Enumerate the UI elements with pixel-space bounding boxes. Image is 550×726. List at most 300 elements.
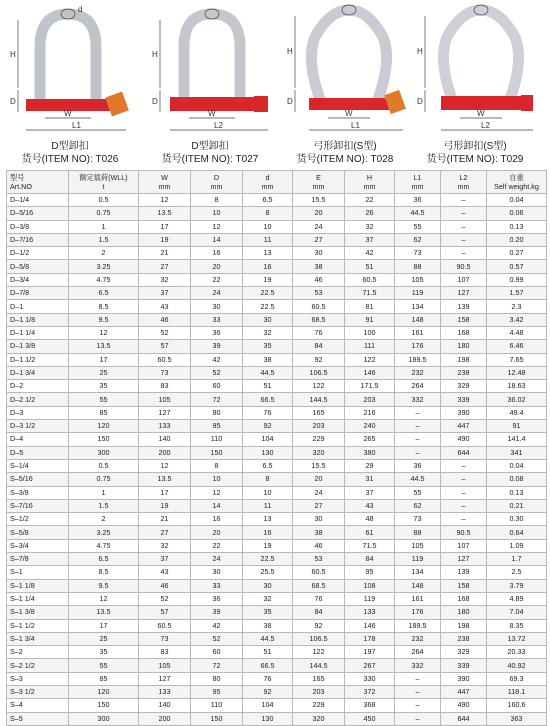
table-cell: D–1 1/2 [7,353,69,366]
table-cell: 8 [191,459,243,472]
table-cell: 44.5 [395,473,441,486]
table-cell: 42 [345,247,395,260]
table-cell: 73 [395,513,441,526]
table-row [7,486,547,499]
table-cell: 300 [69,712,139,725]
product-caption-t029 [405,140,545,166]
table-row [7,606,547,619]
table-cell: 73 [139,632,191,645]
table-cell: – [395,699,441,712]
table-cell: 180 [441,606,487,619]
table-cell: 25 [69,632,139,645]
table-cell: 490 [441,699,487,712]
table-cell: 16 [191,513,243,526]
svg-text:d: d [78,5,83,14]
svg-text:W: W [345,109,353,118]
table-cell: 92 [243,685,293,698]
table-cell: 127 [441,287,487,300]
table-cell: 10 [191,207,243,220]
table-cell: 229 [293,699,345,712]
table-cell: 44.5 [243,366,293,379]
product-name: D型卸扣 [51,141,89,152]
table-cell: 644 [441,712,487,725]
table-cell: 76 [293,326,345,339]
table-cell: 91 [345,313,395,326]
svg-text:H: H [10,50,16,59]
spec-table-body [7,194,547,726]
table-row [7,539,547,552]
table-cell: D–1 3/8 [7,340,69,353]
table-cell: 178 [345,632,395,645]
table-cell: D–3 [7,406,69,419]
shackle-d-t026-image [8,2,138,137]
table-cell: 9.5 [69,579,139,592]
table-cell: 13.5 [139,473,191,486]
table-cell: 83 [139,646,191,659]
table-row [7,247,547,260]
table-cell: D–2 [7,380,69,393]
product-item-no: 货号(ITEM NO): T027 [161,154,259,165]
table-row [7,406,547,419]
table-cell: 105 [395,539,441,552]
table-cell: 35 [69,646,139,659]
table-cell: 139 [441,300,487,313]
table-cell: 44.5 [395,207,441,220]
table-row [7,433,547,446]
table-cell: 1.5 [69,499,139,512]
table-cell: D–1 1/8 [7,313,69,326]
table-cell: 0.06 [487,207,547,220]
table-cell: 37 [139,553,191,566]
table-cell: 232 [395,366,441,379]
table-cell: D–1 [7,300,69,313]
column-header: 自重 Self weight.kg [487,171,547,194]
table-cell: 30 [191,300,243,313]
table-cell: 13.5 [69,340,139,353]
table-cell: 80 [191,406,243,419]
table-row [7,326,547,339]
table-cell: 61 [345,526,395,539]
table-cell: 110 [191,433,243,446]
table-cell: S–3 1/2 [7,685,69,698]
table-cell: 146 [345,619,395,632]
product-item-no: 货号(ITEM NO): T028 [296,154,394,165]
table-cell: 55 [69,393,139,406]
table-cell: 4.48 [487,326,547,339]
table-cell: 31 [345,473,395,486]
table-cell: 46 [293,273,345,286]
table-cell: 232 [395,632,441,645]
table-cell: 139 [441,566,487,579]
svg-text:L1: L1 [351,121,360,130]
table-cell: D–7/16 [7,233,69,246]
table-cell: 141.4 [487,433,547,446]
table-cell: 3.25 [69,260,139,273]
table-cell: – [441,513,487,526]
table-cell: 107 [441,273,487,286]
table-row [7,313,547,326]
table-cell: 12 [69,326,139,339]
table-cell: 16 [243,526,293,539]
table-cell: 30 [293,513,345,526]
column-header: d mm [243,171,293,194]
table-cell: S–5 [7,712,69,725]
table-cell: 0.20 [487,233,547,246]
table-cell: 22.5 [243,300,293,313]
table-cell: 0.08 [487,473,547,486]
table-cell: 43 [139,300,191,313]
table-cell: D–4 [7,433,69,446]
table-cell: 90.5 [441,260,487,273]
table-cell: 46 [139,313,191,326]
product-caption-t027 [140,140,280,166]
table-row [7,473,547,486]
table-cell: 36.02 [487,393,547,406]
table-cell: 22 [191,273,243,286]
table-cell: 36 [191,326,243,339]
table-cell: 8 [191,194,243,207]
table-cell: 6.5 [243,459,293,472]
table-cell: 2 [69,513,139,526]
table-cell: 88 [395,526,441,539]
table-cell: 35 [69,380,139,393]
table-row [7,393,547,406]
table-cell: 10 [243,220,293,233]
table-cell: 38 [293,526,345,539]
table-cell: 120 [69,420,139,433]
table-cell: 42 [191,619,243,632]
table-row [7,220,547,233]
table-cell: 71.5 [345,539,395,552]
table-cell: 17 [139,220,191,233]
table-cell: D–3 1/2 [7,420,69,433]
table-cell: 127 [139,672,191,685]
table-cell: – [441,194,487,207]
table-cell: 22.5 [243,287,293,300]
table-cell: 118.1 [487,685,547,698]
table-cell: S–1/2 [7,513,69,526]
table-cell: 72 [191,393,243,406]
table-cell: 40.92 [487,659,547,672]
table-cell: D–3/4 [7,273,69,286]
table-cell: 110 [191,699,243,712]
table-cell: S–1 3/8 [7,606,69,619]
table-cell: – [395,712,441,725]
column-header: L1 mm [395,171,441,194]
spec-table [6,170,547,726]
table-cell: 25 [69,366,139,379]
table-cell: 238 [441,632,487,645]
table-row [7,592,547,605]
table-cell: D–1/2 [7,247,69,260]
table-cell: 62 [395,233,441,246]
table-cell: 122 [345,353,395,366]
table-cell: 91 [487,420,547,433]
table-cell: 60.5 [293,300,345,313]
table-cell: 238 [441,366,487,379]
table-cell: S–2 1/2 [7,659,69,672]
table-cell: 447 [441,685,487,698]
table-row [7,380,547,393]
table-cell: 25.5 [243,566,293,579]
table-cell: 127 [139,406,191,419]
table-cell: 60.5 [345,273,395,286]
table-cell: 148 [395,313,441,326]
product-name: D型卸扣 [191,141,229,152]
table-cell: 60 [191,380,243,393]
table-cell: S–7/16 [7,499,69,512]
table-cell: 119 [345,592,395,605]
table-cell: 11 [243,499,293,512]
table-cell: 144.5 [293,659,345,672]
table-cell: 24 [293,486,345,499]
table-cell: 7.65 [487,353,547,366]
table-cell: 150 [69,699,139,712]
table-cell: – [441,499,487,512]
table-cell: 8 [243,473,293,486]
column-header: L2 mm [441,171,487,194]
table-cell: 33 [191,313,243,326]
table-cell: 90.5 [441,526,487,539]
table-cell: 84 [345,553,395,566]
table-cell: 57 [139,606,191,619]
table-cell: 203 [293,420,345,433]
table-cell: 0.27 [487,247,547,260]
table-cell: 1.7 [487,553,547,566]
product-name: 弓形卸扣(S型) [313,141,377,152]
table-cell: 0.30 [487,513,547,526]
table-cell: 35 [243,606,293,619]
table-cell: 329 [441,380,487,393]
table-cell: 76 [243,406,293,419]
table-row [7,632,547,645]
table-cell: 52 [139,592,191,605]
table-cell: 32 [243,592,293,605]
table-cell: 27 [293,499,345,512]
table-cell: 32 [243,326,293,339]
table-cell: 320 [293,712,345,725]
table-cell: – [441,207,487,220]
table-row [7,366,547,379]
table-cell: 37 [345,486,395,499]
product-images [0,0,550,172]
table-cell: 22 [191,539,243,552]
table-row [7,699,547,712]
table-row [7,194,547,207]
table-cell: S–3/8 [7,486,69,499]
table-cell: 176 [395,606,441,619]
table-cell: 133 [139,685,191,698]
table-cell: 140 [139,433,191,446]
table-row [7,646,547,659]
table-cell: 52 [191,632,243,645]
table-cell: 53 [293,553,345,566]
table-cell: 32 [345,220,395,233]
table-cell: 32 [139,539,191,552]
table-cell: 150 [191,712,243,725]
table-cell: 19 [139,233,191,246]
table-cell: 60.5 [139,353,191,366]
table-cell: 68.5 [293,579,345,592]
table-cell: 197 [345,646,395,659]
table-cell: 33 [191,579,243,592]
table-cell: 165 [293,406,345,419]
table-cell: 119 [395,287,441,300]
table-row [7,340,547,353]
svg-text:W: W [64,109,72,118]
table-cell: – [441,247,487,260]
table-cell: 60 [191,646,243,659]
table-row [7,659,547,672]
table-cell: 107 [441,539,487,552]
table-cell: 37 [139,287,191,300]
table-row [7,459,547,472]
table-cell: 16 [243,260,293,273]
table-cell: D–7/8 [7,287,69,300]
table-cell: 4.75 [69,539,139,552]
table-cell: 2.3 [487,300,547,313]
svg-text:H: H [417,47,423,56]
table-cell: 20 [191,526,243,539]
table-cell: 30 [243,579,293,592]
table-cell: 46 [139,579,191,592]
table-cell: 19 [243,273,293,286]
table-cell: – [441,459,487,472]
table-cell: – [395,433,441,446]
table-cell: 2.5 [487,566,547,579]
table-cell: 20 [293,207,345,220]
svg-text:D: D [10,97,16,106]
table-cell: S–1 1/4 [7,592,69,605]
table-cell: 36 [395,194,441,207]
table-cell: 92 [293,619,345,632]
table-cell: 200 [139,446,191,459]
table-cell: 0.04 [487,194,547,207]
table-cell: 490 [441,433,487,446]
table-cell: S–2 [7,646,69,659]
table-cell: 339 [441,393,487,406]
table-cell: 43 [345,499,395,512]
table-cell: S–5/16 [7,473,69,486]
table-cell: 12 [191,220,243,233]
table-cell: 0.64 [487,526,547,539]
table-cell: 21 [139,247,191,260]
table-cell: 42 [191,353,243,366]
table-cell: 130 [243,446,293,459]
table-cell: S–5/8 [7,526,69,539]
shackle-d-t027-image [150,2,280,137]
table-cell: 134 [395,300,441,313]
table-cell: 18.63 [487,380,547,393]
table-cell: 264 [395,646,441,659]
table-cell: 55 [395,486,441,499]
table-cell: 130 [243,712,293,725]
table-row [7,499,547,512]
table-cell: S–1/4 [7,459,69,472]
product-caption-t026 [0,140,140,166]
table-cell: 104 [243,433,293,446]
table-cell: 363 [487,712,547,725]
table-cell: – [395,406,441,419]
table-cell: 66.5 [243,393,293,406]
table-cell: S–3/4 [7,539,69,552]
table-cell: 189.5 [395,353,441,366]
table-cell: 19 [243,539,293,552]
table-cell: 52 [139,326,191,339]
table-cell: 120 [69,685,139,698]
table-row [7,287,547,300]
table-cell: 161 [395,326,441,339]
table-cell: 3.25 [69,526,139,539]
table-cell: S–3 [7,672,69,685]
table-cell: S–1 [7,566,69,579]
table-cell: S–7/8 [7,553,69,566]
table-cell: 88 [395,260,441,273]
table-cell: 8 [243,207,293,220]
table-cell: 176 [395,340,441,353]
table-cell: 264 [395,380,441,393]
table-cell: 43 [139,566,191,579]
table-row [7,672,547,685]
table-cell: D–1 3/4 [7,366,69,379]
table-cell: 17 [69,619,139,632]
table-cell: 320 [293,446,345,459]
table-cell: 133 [139,420,191,433]
table-cell: 51 [243,380,293,393]
table-row [7,207,547,220]
svg-text:D: D [152,97,158,106]
table-cell: S–1 1/8 [7,579,69,592]
table-row [7,685,547,698]
svg-text:D: D [287,97,293,106]
table-row [7,526,547,539]
table-row [7,420,547,433]
table-row [7,353,547,366]
svg-text:L2: L2 [481,121,490,130]
table-cell: 19 [139,499,191,512]
table-cell: 6.5 [243,194,293,207]
table-cell: – [441,220,487,233]
table-cell: 265 [345,433,395,446]
table-cell: 4.75 [69,273,139,286]
svg-text:W: W [208,109,216,118]
table-cell: D–2 1/2 [7,393,69,406]
table-cell: 105 [139,659,191,672]
table-row [7,273,547,286]
table-cell: 1 [69,220,139,233]
table-cell: 95 [191,685,243,698]
column-header: E mm [293,171,345,194]
shackle-bow-t029-image [415,2,545,137]
table-cell: 62 [395,499,441,512]
table-cell: 12.48 [487,366,547,379]
table-cell: 51 [345,260,395,273]
table-cell: 9.5 [69,313,139,326]
table-cell: D–5/16 [7,207,69,220]
table-cell: 332 [395,393,441,406]
table-cell: 0.75 [69,473,139,486]
table-cell: 105 [395,273,441,286]
table-cell: 57 [139,340,191,353]
table-cell: 0.21 [487,499,547,512]
table-cell: 203 [293,685,345,698]
table-cell: 380 [345,446,395,459]
table-cell: 168 [441,592,487,605]
table-cell: 27 [293,233,345,246]
table-cell: 10 [191,473,243,486]
table-cell: – [441,233,487,246]
table-cell: 85 [69,406,139,419]
